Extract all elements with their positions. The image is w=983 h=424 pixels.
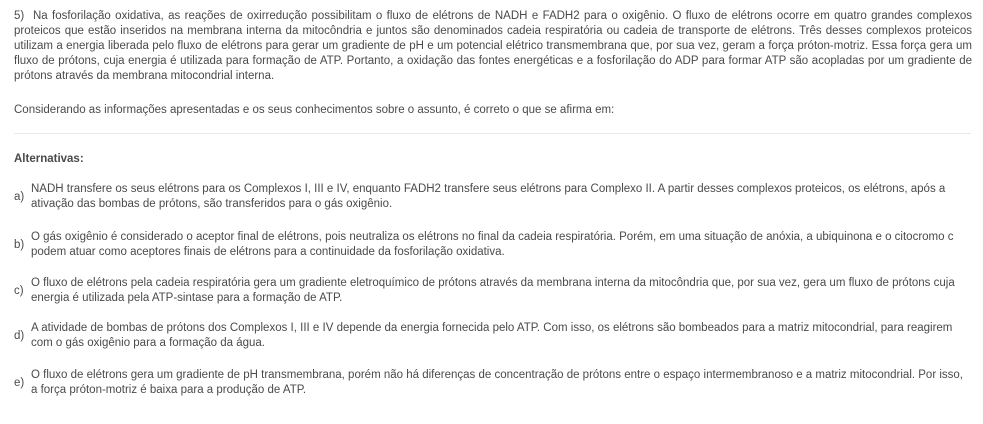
- alternative-text: O fluxo de elétrons pela cadeia respiratória gera um gradiente eletroquímico de prótons através da membrana interna da mitocôndria que, por sua vez, gera um fluxo de prótons cuja energia é utilizada pela ATP-sintase para a formação de ATP.: [31, 277, 955, 304]
- alternatives-heading: Alternativas:: [14, 153, 84, 165]
- question-statement: [14, 9, 972, 84]
- alternative-d[interactable]: [14, 321, 972, 351]
- alternative-b[interactable]: [14, 230, 972, 260]
- alternative-a[interactable]: [14, 182, 972, 212]
- alternative-c[interactable]: [14, 276, 972, 306]
- alternative-text: O fluxo de elétrons gera um gradiente de pH transmembrana, porém não há diferenças de concentração de prótons entre o espaço intermembranoso e a matriz mitocondrial. Por isso, a força próton-motriz é baixa para a produção de ATP.: [31, 369, 963, 396]
- alternative-text: A atividade de bombas de prótons dos Complexos I, III e IV depende da energia fornecida pelo ATP. Com isso, os elétrons são bombeados para a matriz mitocondrial, para reagirem com o gás oxigênio para a formação da água.: [31, 322, 953, 349]
- alternative-letter: a): [14, 190, 25, 203]
- alternative-letter: c): [14, 284, 24, 297]
- alternative-e[interactable]: [14, 368, 972, 398]
- question-text: Na fosforilação oxidativa, as reações de oxirredução possibilitam o fluxo de elétrons de NADH e FADH2 para o oxigênio. O fluxo de elétrons ocorre em quatro grandes complexos proteicos que estão inseridos na membrana interna da mitocôndria e juntos são denominados cadeia respiratória ou cadeia de transporte de elétrons. Três desses complexos proteicos utilizam a energia liberada pelo fluxo de elétrons para gerar um gradiente de pH e um potencial elétrico transmembrana que, por sua vez, geram a força próton-motriz. Essa força gera um fluxo de prótons, cuja energia é utilizada para formação de ATP. Portanto, a oxidação das fontes energéticas e a fosforilação do ADP para formar ATP são acopladas por um gradiente de prótons através da membrana mitocondrial interna.: [14, 10, 972, 82]
- alternative-letter: e): [14, 376, 25, 389]
- alternative-text: NADH transfere os seus elétrons para os Complexos I, III e IV, enquanto FADH2 transfere seus elétrons para Complexo II. A partir desses complexos proteicos, os elétrons, após a ativação das bombas de prótons, são transferidos para o gás oxigênio.: [31, 183, 946, 210]
- divider: [14, 133, 971, 134]
- alternative-text: O gás oxigênio é considerado o aceptor final de elétrons, pois neutraliza os elétrons no final da cadeia respiratória. Porém, em uma situação de anóxia, a ubiquinona e o citocromo c podem atuar como aceptores finais de elétrons para a continuidade da fosforilação oxidativa.: [31, 231, 954, 258]
- question-prompt: Considerando as informações apresentadas e os seus conhecimentos sobre o assunto, é correto o que se afirma em:: [14, 104, 615, 116]
- alternative-letter: b): [14, 238, 25, 251]
- alternative-letter: d): [14, 329, 25, 342]
- question-number: 5): [14, 10, 25, 22]
